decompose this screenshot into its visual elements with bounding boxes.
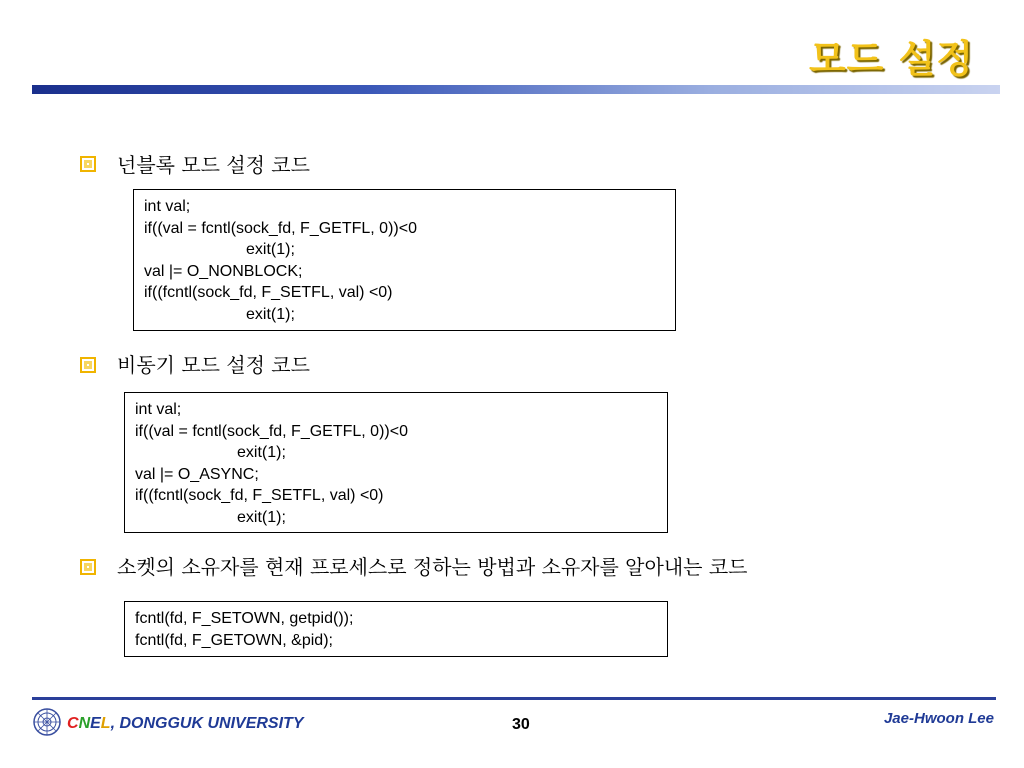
- code-block-async: [124, 392, 668, 533]
- square-bullet-icon: [80, 156, 96, 172]
- organization-name: [67, 715, 303, 733]
- code-line: int val;: [135, 401, 182, 418]
- org-name-rest: , DONGGUK UNIVERSITY: [110, 715, 304, 732]
- code-line: if((val = fcntl(sock_fd, F_GETFL, 0))<0: [144, 219, 417, 237]
- code-block-owner: [124, 601, 668, 657]
- footer-divider: [32, 697, 996, 700]
- section-heading-owner: 소켓의 소유자를 현재 프로세스로 정하는 방법과 소유자를 알아내는 코드: [117, 555, 748, 579]
- code-line: fcntl(fd, F_SETOWN, getpid());: [135, 610, 354, 627]
- code-line: exit(1);: [246, 305, 295, 323]
- slide-title: 모드 설정: [808, 37, 974, 81]
- code-line: int val;: [144, 198, 191, 215]
- code-line: val |= O_ASYNC;: [135, 465, 259, 483]
- code-block-nonblock: [133, 189, 676, 331]
- code-line: if((fcntl(sock_fd, F_SETFL, val) <0): [135, 487, 384, 504]
- code-line: exit(1);: [246, 241, 295, 258]
- author-name: Jae-Hwoon Lee: [883, 710, 994, 727]
- square-bullet-icon: [80, 559, 96, 575]
- university-seal-icon: [33, 708, 61, 740]
- section-heading-async: 비동기 모드 설정 코드: [117, 353, 310, 377]
- code-line: if((fcntl(sock_fd, F_SETFL, val) <0): [144, 284, 393, 301]
- code-line: val |= O_NONBLOCK;: [144, 262, 303, 280]
- code-line: exit(1);: [237, 444, 286, 461]
- title-underline-bar: [32, 85, 1000, 94]
- footer-organization: [33, 708, 303, 740]
- code-line: exit(1);: [237, 508, 286, 526]
- org-letter-c: C: [67, 715, 79, 732]
- square-bullet-icon: [80, 357, 96, 373]
- code-line: if((val = fcntl(sock_fd, F_GETFL, 0))<0: [135, 422, 408, 440]
- page-number: 30: [512, 716, 530, 733]
- org-letter-e: E: [90, 715, 101, 732]
- org-letter-n: N: [78, 715, 91, 732]
- section-heading-nonblock: 넌블록 모드 설정 코드: [117, 153, 310, 177]
- org-letter-l: L: [100, 715, 111, 732]
- code-line: fcntl(fd, F_GETOWN, &pid);: [135, 631, 333, 649]
